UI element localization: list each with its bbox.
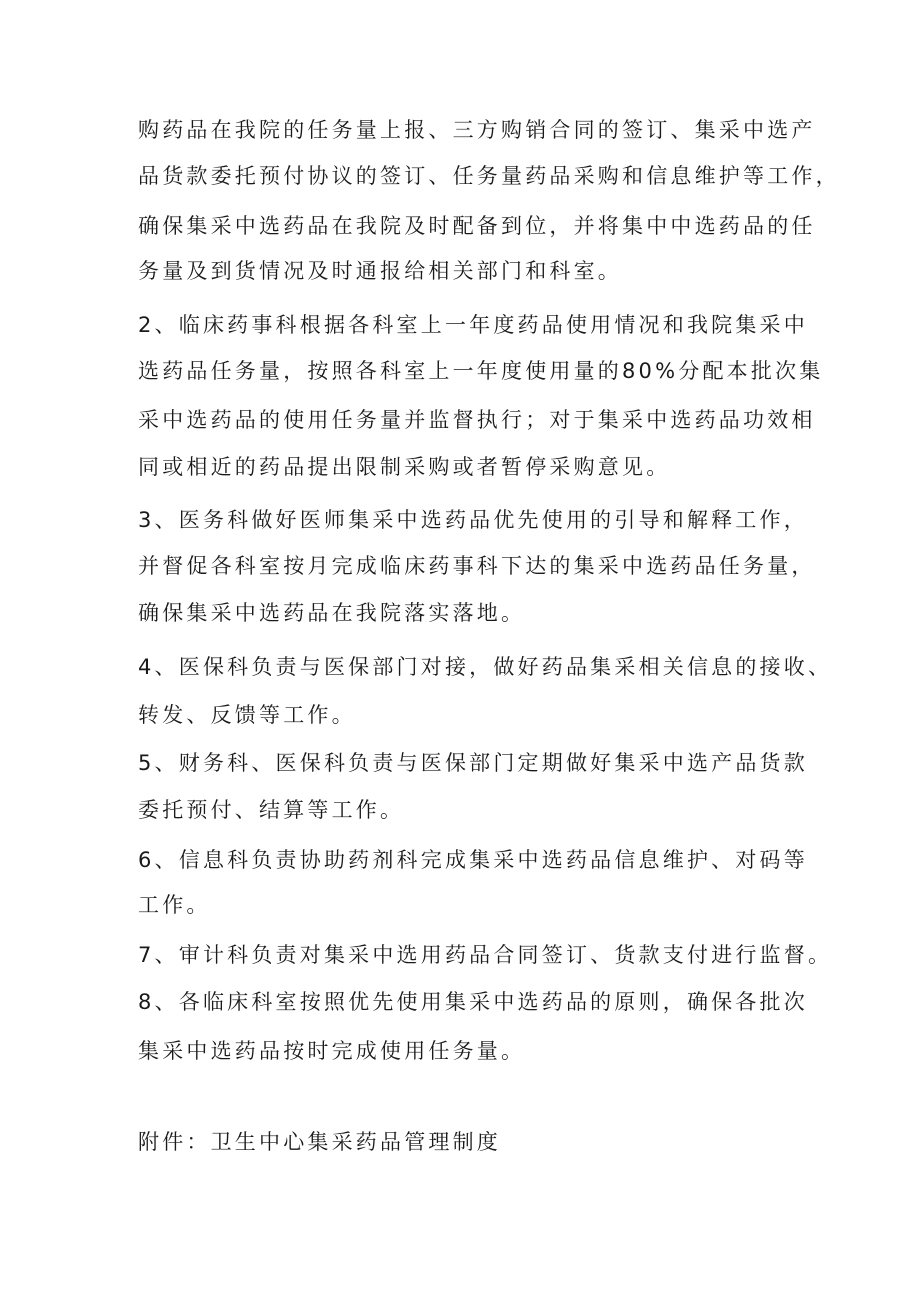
text-line: 确保集采中选药品在我院落实落地。 bbox=[138, 601, 526, 625]
text-line: 务量及到货情况及时通报给相关部门和科室。 bbox=[138, 259, 622, 283]
text-line: 集采中选药品按时完成使用任务量。 bbox=[138, 1039, 526, 1063]
text-line: 品货款委托预付协议的签订、任务量药品采购和信息维护等工作， bbox=[138, 164, 840, 188]
text-line: 5、财务科、医保科负责与医保部门定期做好集采中选产品货款 bbox=[138, 751, 808, 775]
text-line: 8、各临床科室按照优先使用集采中选药品的原则，确保各批次 bbox=[138, 990, 808, 1014]
text-line: 同或相近的药品提出限制采购或者暂停采购意见。 bbox=[138, 455, 671, 479]
text-line: 采中选药品的使用任务量并监督执行；对于集采中选药品功效相 bbox=[138, 408, 816, 432]
text-line: 并督促各科室按月完成临床药事科下达的集采中选药品任务量， bbox=[138, 554, 816, 578]
attachment-line: 附件：卫生中心集采药品管理制度 bbox=[138, 1130, 501, 1154]
text-line: 委托预付、结算等工作。 bbox=[138, 798, 405, 822]
text-line: 4、医保科负责与医保部门对接，做好药品集采相关信息的接收、 bbox=[138, 655, 833, 679]
text-line: 转发、反馈等工作。 bbox=[138, 703, 356, 727]
text-line: 2、临床药事科根据各科室上一年度药品使用情况和我院集采中 bbox=[138, 313, 808, 337]
text-line: 确保集采中选药品在我院及时配备到位，并将集中中选药品的任 bbox=[138, 214, 816, 238]
text-line: 购药品在我院的任务量上报、三方购销合同的签订、集采中选产 bbox=[138, 118, 816, 142]
text-line: 7、审计科负责对集采中选用药品合同签订、货款支付进行监督。 bbox=[138, 943, 833, 967]
text-line: 3、医务科做好医师集采中选药品优先使用的引导和解释工作， bbox=[138, 508, 808, 532]
text-line: 选药品任务量，按照各科室上一年度使用量的80%分配本批次集 bbox=[138, 359, 824, 383]
text-line: 6、信息科负责协助药剂科完成集采中选药品信息维护、对码等 bbox=[138, 848, 808, 872]
text-line: 工作。 bbox=[138, 893, 211, 917]
